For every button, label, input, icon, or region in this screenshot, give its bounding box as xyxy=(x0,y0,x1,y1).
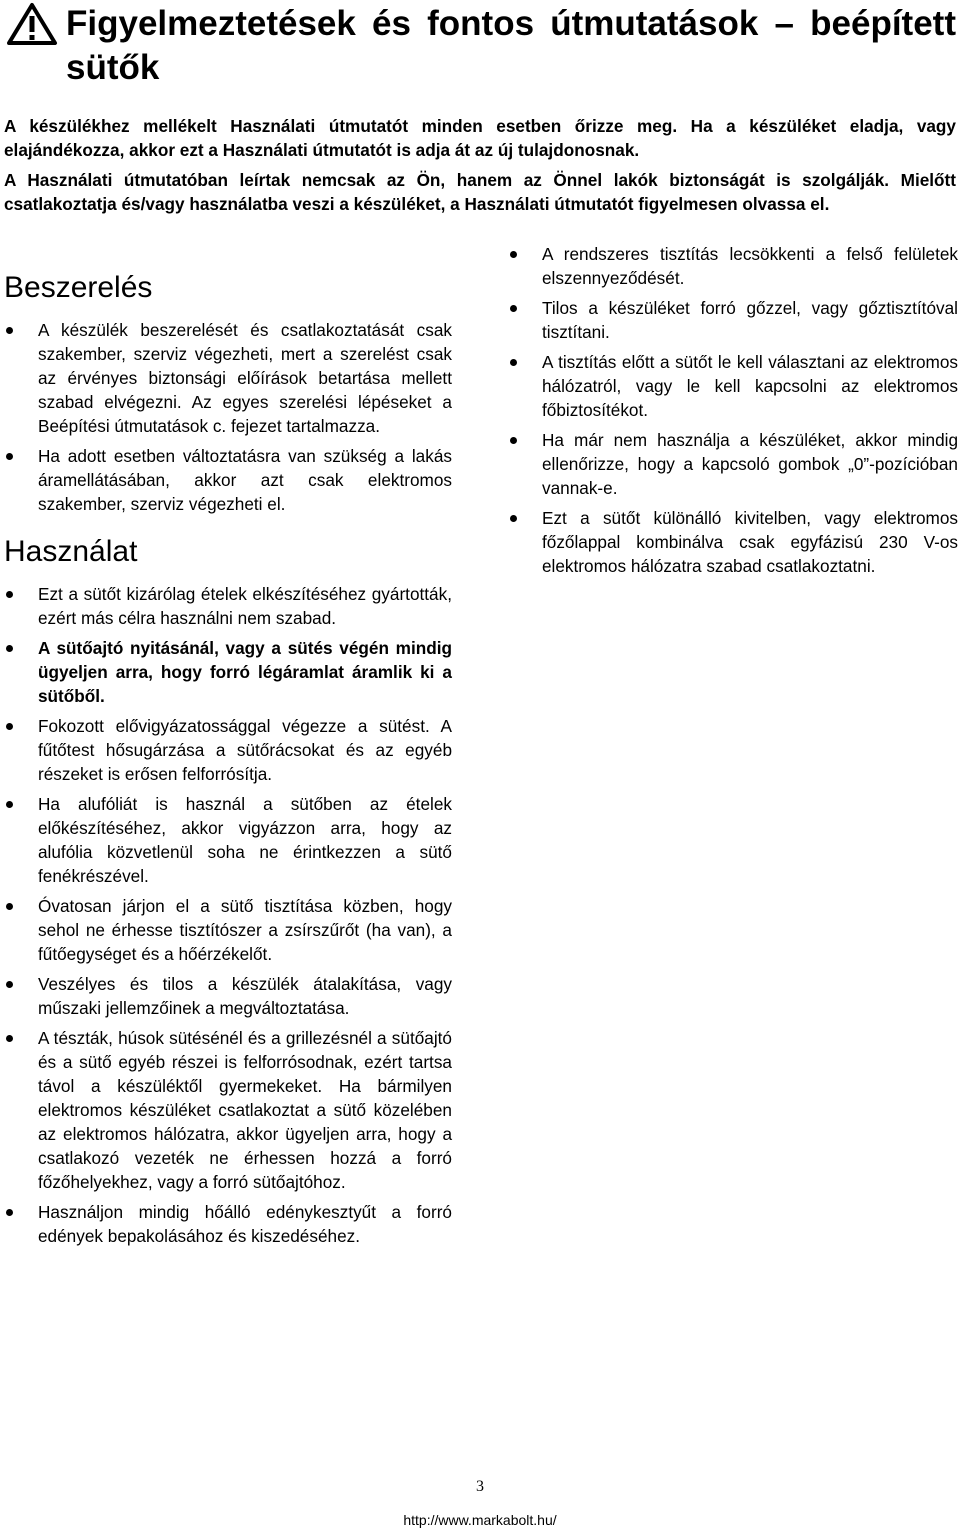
page-title: Figyelmeztetések és fontos útmutatások – beépített sütők xyxy=(66,4,956,87)
footer-url-link[interactable]: http://www.markabolt.hu/ xyxy=(403,1512,557,1528)
bullet-icon xyxy=(6,453,13,460)
title-block xyxy=(4,0,956,90)
page-number: 3 xyxy=(476,1478,484,1495)
list-item: Óvatosan járjon el a sütő tisztítása közben, hogy sehol ne érhesse tisztítószer a zsírszűrőt (ha van), a fűtőegységet és a hőérzékelőt. xyxy=(4,894,452,966)
bullet-icon xyxy=(6,591,13,598)
list-item: Tilos a készüléket forró gőzzel, vagy gőztisztítóval tisztítani. xyxy=(508,296,958,344)
intro-text xyxy=(4,114,956,222)
installation-list xyxy=(4,318,452,516)
section-heading-usage: Használat xyxy=(4,535,138,568)
bullet-icon xyxy=(510,359,517,366)
intro-paragraph: A Használati útmutatóban leírtak nemcsak az Ön, hanem az Önnel lakók biztonságát is szolgálják. Mielőtt csatlakoztatja és/vagy használatba veszi a készüléket, a Használati útmutatót figyelmesen olvassa el. xyxy=(4,170,956,214)
bullet-icon xyxy=(6,801,13,808)
bullet-icon xyxy=(6,645,13,652)
list-item: Ha alufóliát is használ a sütőben az ételek előkészítéséhez, akkor vigyázzon arra, hogy az alufólia közvetlenül soha ne érintkezzen a sütő fenékrészével. xyxy=(4,792,452,888)
cleaning-list xyxy=(508,242,958,578)
list-item: Veszélyes és tilos a készülék átalakítása, vagy műszaki jellemzőinek a megváltoztatása. xyxy=(4,972,452,1020)
list-item: A készülék beszerelését és csatlakoztatását csak szakember, szerviz végezheti, mert a szerelést csak az érvényes biztonsági előírások betartása mellett szabad elvégezni. Az egyes szerelési lépéseket a Beépítési útmutatások c. fejezet tartalmazza. xyxy=(4,318,452,438)
list-item-warning: A sütőajtó nyitásánál, vagy a sütés végén mindig ügyeljen arra, hogy forró légáramlat áramlik ki a sütőből. xyxy=(4,636,452,708)
bullet-icon xyxy=(6,981,13,988)
list-item: Fokozott elővigyázatossággal végezze a sütést. A fűtőtest hősugárzása a sütőrácsokat és az egyéb részeket is erősen felforrósítja. xyxy=(4,714,452,786)
list-item: Ha adott esetben változtatásra van szükség a lakás áramellátásában, akkor azt csak elektromos szakember, szerviz végezheti el. xyxy=(4,444,452,516)
section-heading-installation: Beszerelés xyxy=(4,271,153,304)
usage-list xyxy=(4,582,452,1248)
right-column xyxy=(508,242,958,584)
warning-triangle-icon xyxy=(6,2,58,46)
intro-paragraph: A készülékhez mellékelt Használati útmutatót minden esetben őrizze meg. Ha a készüléket eladja, vagy elajándékozza, akkor ezt a Használati útmutatót is adja át az új tulajdonosnak. xyxy=(4,116,956,160)
list-item: Ezt a sütőt kizárólag ételek elkészítéséhez gyártották, ezért más célra használni nem szabad. xyxy=(4,582,452,630)
bullet-icon xyxy=(6,903,13,910)
list-item: Használjon mindig hőálló edénykesztyűt a forró edények bepakolásához és kiszedéséhez. xyxy=(4,1200,452,1248)
bullet-icon xyxy=(6,1209,13,1216)
bullet-icon xyxy=(6,1035,13,1042)
bullet-icon xyxy=(510,515,517,522)
list-item: A tészták, húsok sütésénél és a grillezésnél a sütőajtó és a sütő egyéb részei is felforrósodnak, ezért tartsa távol a készüléktől gyermekeket. Ha bármilyen elektromos készüléket csatlakoztat a sütő közelében az elektromos hálózatra, akkor ügyeljen arra, hogy a csatlakozó vezeték ne érhessen hozzá a forró főzőhelyekhez, vagy a forró sütőajtóhoz. xyxy=(4,1026,452,1194)
left-column xyxy=(4,266,452,1254)
bullet-icon xyxy=(510,251,517,258)
bullet-icon xyxy=(6,327,13,334)
list-item: Ezt a sütőt különálló kivitelben, vagy elektromos főzőlappal kombinálva csak egyfázisú 230 V-os elektromos hálózatra szabad csatlakoztatni. xyxy=(508,506,958,578)
bullet-icon xyxy=(510,437,517,444)
list-item: A tisztítás előtt a sütőt le kell választani az elektromos hálózatról, vagy le kell kapcsolni az elektromos főbiztosítékot. xyxy=(508,350,958,422)
list-item: Ha már nem használja a készüléket, akkor mindig ellenőrizze, hogy a kapcsoló gombok „0”-pozícióban vannak-e. xyxy=(508,428,958,500)
list-item: A rendszeres tisztítás lecsökkenti a felső felületek elszennyeződését. xyxy=(508,242,958,290)
bullet-icon xyxy=(6,723,13,730)
bullet-icon xyxy=(510,305,517,312)
